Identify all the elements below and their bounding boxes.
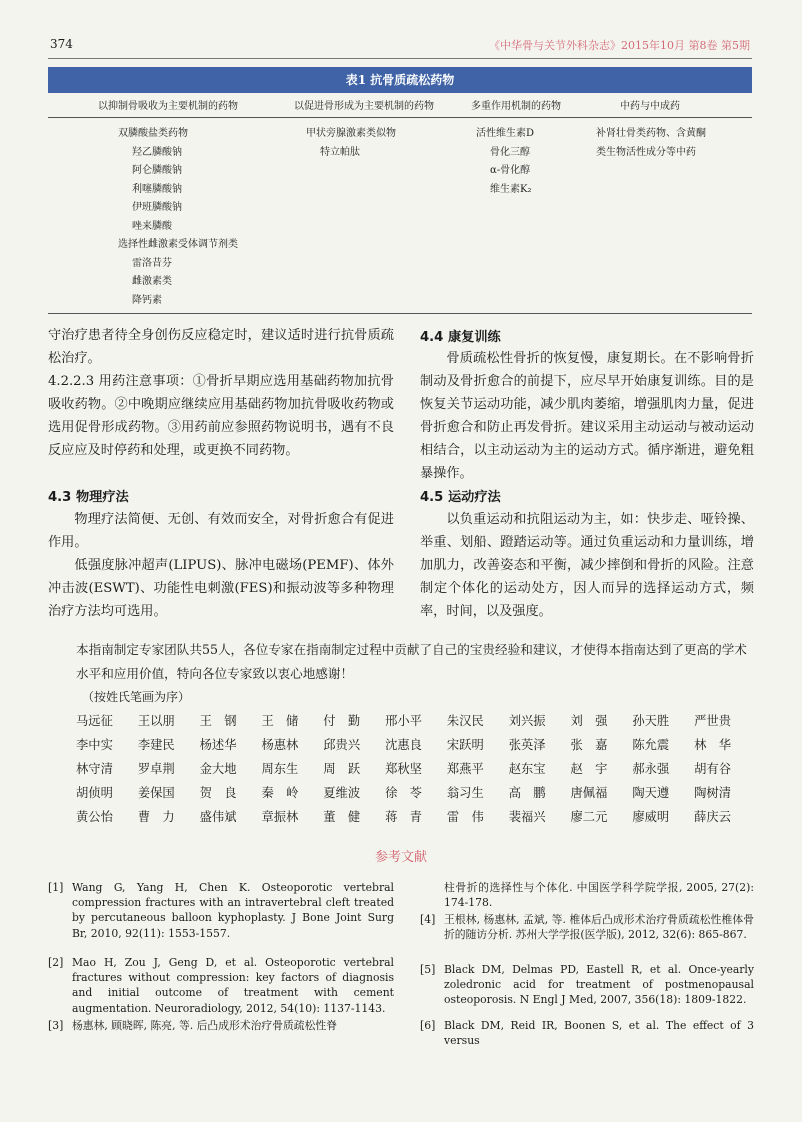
table-title: 表1 抗骨质疏松药物	[48, 67, 752, 93]
table-cell: 活性维生素D	[476, 128, 535, 139]
paragraph: 守治疗患者待全身创伤反应稳定时，建议适时进行抗骨质疏松治疗。	[48, 328, 394, 366]
expert-name: 孙天胜	[632, 714, 670, 728]
expert-name: 贺 良	[199, 786, 237, 800]
table-column-multi-mechanism	[476, 125, 534, 199]
left-column-physio	[48, 508, 394, 623]
expert-name: 李建民	[137, 738, 175, 752]
expert-name: 罗卓荆	[137, 762, 175, 776]
experts-row	[76, 780, 756, 804]
expert-name: 高 鹏	[508, 786, 546, 800]
expert-name: 夏维波	[323, 786, 361, 800]
expert-name: 李中实	[76, 738, 113, 752]
table-cell: 选择性雌激素受体调节剂类	[118, 239, 238, 250]
expert-name: 马远征	[76, 714, 113, 728]
table-cell: α-骨化醇	[490, 165, 531, 176]
acknowledgement-note: （按姓氏笔画为序）	[82, 690, 191, 704]
expert-name: 蒋 青	[385, 810, 422, 824]
expert-name: 郑燕平	[446, 762, 484, 776]
expert-name: 邢小平	[385, 714, 422, 728]
table-cell: 伊班膦酸钠	[132, 202, 182, 213]
table-cell: 维生素K₂	[490, 183, 532, 195]
reference-item: [1] Wang G, Yang H, Chen K. Osteoporotic vertebral compression fractures with an intravertebral cleft treated by percutaneous balloon kyphoplasty. J Bone Joint Surg Br, 2010, 92(11): 1553-1557.	[48, 881, 394, 940]
experts-row	[76, 708, 756, 732]
expert-name: 张英泽	[508, 738, 546, 752]
expert-name: 翁习生	[446, 786, 484, 800]
expert-name: 廖威明	[632, 810, 670, 824]
expert-name: 周 跃	[323, 762, 361, 776]
table-cell: 唑来膦酸	[132, 220, 172, 232]
expert-name: 王以朋	[137, 714, 175, 728]
table-cell: 降钙素	[132, 294, 162, 306]
expert-name: 赵 宇	[570, 762, 608, 776]
references-heading: 参考文献	[374, 850, 427, 865]
expert-name: 裴福兴	[508, 810, 546, 824]
expert-name: 赵东宝	[508, 762, 546, 776]
running-header: 《中华骨与关节外科杂志》2015年10月 第8卷 第5期	[489, 39, 750, 52]
table-cell: 羟乙膦酸钠	[132, 146, 182, 158]
expert-name: 盛伟斌	[199, 810, 237, 824]
table-column-bone-formation	[306, 125, 396, 162]
table-col-header-1: 以抑制骨吸收为主要机制的药物	[98, 101, 238, 112]
table-column-antiresorptive	[118, 125, 238, 310]
expert-name: 张 嘉	[570, 738, 608, 752]
expert-name: 杨述华	[199, 738, 237, 752]
expert-name: 雷 伟	[446, 810, 484, 824]
expert-name: 陶树清	[694, 786, 732, 800]
expert-name: 姜保国	[137, 786, 175, 800]
left-column	[48, 324, 394, 462]
expert-name: 金大地	[199, 762, 237, 776]
expert-name: 郑秋坚	[385, 762, 422, 776]
paragraph: 骨质疏松性骨折的恢复慢，康复期长。在不影响骨折制动及骨折愈合的前提下，应尽早开始康复训练。目的是恢复关节运动功能，减少肌肉萎缩，增强肌肉力量，促进骨折愈合和防止再发骨折。建议采用主动运动与被动运动相结合，以主动运动为主的运动方式。循序渐进，避免粗暴操作。	[420, 351, 754, 481]
expert-name: 郝永强	[632, 762, 670, 776]
expert-name: 胡有谷	[694, 762, 732, 776]
table-cell: 雷洛昔芬	[132, 257, 172, 269]
expert-name: 胡侦明	[76, 786, 113, 800]
table-header-row	[48, 97, 752, 115]
expert-name: 朱汉民	[446, 714, 484, 728]
table-cell: 阿仑膦酸钠	[132, 165, 182, 176]
right-column-rehab	[420, 347, 754, 485]
table-bottom-rule	[48, 313, 752, 314]
table-cell: 特立帕肽	[320, 146, 360, 158]
table-col-header-3: 多重作用机制的药物	[471, 101, 561, 112]
table-header-rule	[48, 117, 752, 118]
table-cell: 补肾壮骨类药物、含黄酮	[596, 128, 706, 139]
expert-name: 林守清	[76, 762, 113, 776]
table-col-header-4: 中药与中成药	[620, 101, 680, 112]
expert-name: 沈惠良	[385, 738, 422, 752]
expert-name: 黄公怡	[76, 810, 113, 824]
experts-row	[76, 804, 756, 828]
expert-name: 刘 强	[570, 714, 608, 728]
table-cell: 利噻膦酸钠	[132, 183, 182, 195]
expert-name: 曹 力	[137, 810, 175, 824]
expert-name: 严世贵	[694, 714, 732, 728]
expert-name: 唐佩福	[570, 786, 608, 800]
reference-item: [3] 杨惠林, 顾晓晖, 陈亮, 等. 后凸成形术治疗骨质疏松性脊	[48, 1019, 337, 1032]
expert-name: 董 健	[323, 810, 361, 824]
expert-name: 徐 苓	[385, 786, 422, 800]
table-col-header-2: 以促进骨形成为主要机制的药物	[294, 101, 434, 112]
expert-name: 杨惠林	[261, 738, 299, 752]
expert-name: 章振林	[261, 810, 299, 824]
paragraph: 物理疗法简便、无创、有效而安全，对骨折愈合有促进作用。	[48, 512, 394, 550]
expert-name: 刘兴振	[508, 714, 546, 728]
expert-name: 邱贵兴	[323, 738, 361, 752]
right-column-exercise	[420, 508, 754, 623]
reference-item: [6] Black DM, Reid IR, Boonen S, et al. The effect of 3 versus	[420, 1019, 754, 1048]
page-number: 374	[50, 37, 73, 51]
table-cell: 类生物活性成分等中药	[596, 146, 696, 158]
expert-name: 陶天遵	[632, 786, 670, 800]
paragraph: 4.2.2.3 用药注意事项：①骨折早期应选用基础药物加抗骨吸收药物。②中晚期应继续应用基础药物加抗骨吸收药物或选用促骨形成药物。③用药前应参照药物说明书，遇有不良反应应及时停药和处理，或更换不同药物。	[48, 374, 394, 458]
reference-item-continued: 柱骨折的选择性与个体化. 中国医学科学院学报, 2005, 27(2): 174-178.	[444, 881, 754, 910]
reference-item: [5] Black DM, Delmas PD, Eastell R, et al. Once-yearly zoledronic acid for treatment of postmenopausal osteoporosis. N Engl J Med, 2007, 356(18): 1809-1822.	[420, 963, 754, 1007]
expert-name: 宋跃明	[446, 738, 484, 752]
section-heading-4-3: 4.3 物理疗法	[48, 490, 129, 505]
paragraph: 以负重运动和抗阻运动为主，如：快步走、哑铃操、举重、划船、蹬踏运动等。通过负重运动和力量训练，增加肌力，改善姿态和平衡，减少摔倒和骨折的风险。注意制定个体化的运动处方，因人而异的选择运动方式，频率，时间，以及强度。	[420, 512, 754, 619]
reference-item: [4] 王根林, 杨惠林, 孟斌, 等. 椎体后凸成形术治疗骨质疏松性椎体骨折的随访分析. 苏州大学学报(医学版), 2012, 32(6): 865-867.	[420, 913, 754, 942]
acknowledgement-text: 本指南制定专家团队共55人，各位专家在指南制定过程中贡献了自己的宝贵经验和建议，才使得本指南达到了更高的学术水平和应用价值，特向各位专家致以衷心地感谢！	[76, 642, 747, 681]
table-cell: 骨化三醇	[490, 146, 530, 158]
table-column-tcm	[596, 125, 706, 162]
expert-name: 付 勤	[323, 714, 361, 728]
expert-name: 薛庆云	[694, 810, 732, 824]
reference-item: [2] Mao H, Zou J, Geng D, et al. Osteoporotic vertebral fractures without compression: key factors of diagnosis and initial outcome of treatment with cement augmentation. Neuroradiology, 2012, 54(10): 1137-1143.	[48, 956, 394, 1015]
expert-name: 廖二元	[570, 810, 608, 824]
header-rule	[48, 58, 752, 59]
section-heading-4-5: 4.5 运动疗法	[420, 490, 501, 505]
experts-row	[76, 756, 756, 780]
experts-row	[76, 732, 756, 756]
paragraph: 低强度脉冲超声(LIPUS)、脉冲电磁场(PEMF)、体外冲击波(ESWT)、功能性电刺激(FES)和振动波等多种物理治疗方法均可选用。	[48, 558, 394, 619]
expert-name: 林 华	[694, 738, 732, 752]
expert-name: 周东生	[261, 762, 299, 776]
expert-name: 王 储	[261, 714, 299, 728]
expert-name: 陈允震	[632, 738, 670, 752]
expert-name: 秦 岭	[261, 786, 299, 800]
experts-grid	[76, 708, 756, 828]
expert-name: 王 钢	[199, 714, 237, 728]
section-heading-4-4: 4.4 康复训练	[420, 330, 501, 345]
table-cell: 甲状旁腺激素类似物	[306, 128, 396, 139]
table-cell: 雌激素类	[132, 276, 172, 287]
table-cell: 双膦酸盐类药物	[118, 128, 188, 139]
